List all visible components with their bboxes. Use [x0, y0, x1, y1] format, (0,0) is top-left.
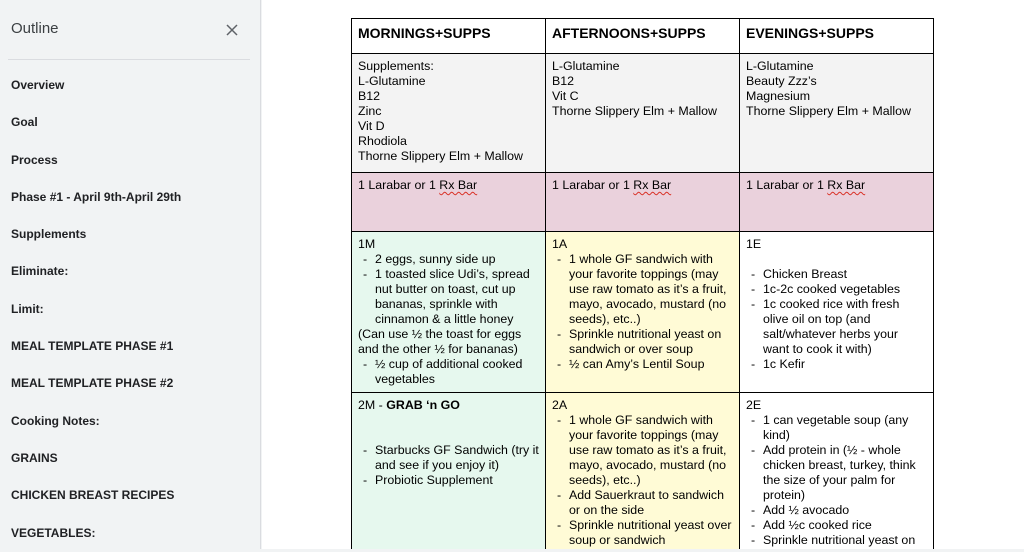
meal-list — [552, 252, 733, 372]
supp-line: Supplements: — [358, 59, 434, 73]
supp-line: Beauty Zzz’s — [746, 74, 817, 88]
meal-2m-cell[interactable] — [352, 393, 546, 550]
supp-line: Thorne Slippery Elm + Mallow — [358, 149, 523, 163]
supp-line: Magnesium — [746, 89, 811, 103]
meal-list — [552, 413, 733, 548]
afternoon-bar-cell[interactable] — [546, 173, 740, 232]
list-item: - Probiotic Supplement — [358, 473, 539, 488]
bar-prefix: 1 Larabar or 1 — [358, 178, 440, 192]
outline-sidebar — [0, 0, 261, 549]
list-item: - Add Sauerkraut to sandwich or on the side — [552, 488, 733, 518]
document-page[interactable] — [262, 0, 1024, 549]
meal-1-row — [352, 232, 934, 393]
outline-item-meal-template-phase-1[interactable]: MEAL TEMPLATE PHASE #1 — [11, 339, 174, 354]
outline-item-chicken-breast-recipes[interactable]: CHICKEN BREAST RECIPES — [11, 488, 175, 503]
header-afternoons[interactable]: AFTERNOONS+SUPPS — [546, 19, 740, 54]
outline-item-overview[interactable]: Overview — [11, 78, 65, 92]
outline-title: Outline — [11, 20, 59, 37]
supp-line: Thorne Slippery Elm + Mallow — [746, 104, 911, 118]
outline-item-cooking-notes[interactable]: Cooking Notes: — [11, 413, 100, 428]
table-header-row — [352, 19, 934, 54]
meal-label: 2A — [552, 398, 568, 412]
list-item: - 2 eggs, sunny side up — [358, 252, 539, 267]
supp-line: Rhodiola — [358, 134, 407, 148]
morning-bar-cell[interactable] — [352, 173, 546, 232]
list-item: - Add ½c cooked rice — [746, 518, 927, 533]
outline-item-eliminate[interactable]: Eliminate: — [11, 264, 69, 279]
meal-list — [358, 252, 539, 327]
meal-2-row — [352, 393, 934, 550]
supplements-row — [352, 54, 934, 173]
supp-line: Thorne Slippery Elm + Mallow — [552, 104, 717, 118]
list-item: - 1 whole GF sandwich with your favorite toppings (may use raw tomato as it’s a fruit, mayo, avocado, mustard (no seeds), etc..) — [552, 413, 733, 488]
snack-bar-row — [352, 173, 934, 232]
list-item: - Add protein in (½ - whole chicken breast, turkey, think the size of your palm for protein) — [746, 443, 927, 503]
supp-line: L-Glutamine — [552, 59, 620, 73]
outline-list — [0, 60, 261, 552]
list-item: - Chicken Breast — [746, 267, 927, 282]
outline-item-supplements[interactable]: Supplements — [11, 227, 87, 242]
meal-list — [358, 357, 539, 387]
outline-item-goal[interactable]: Goal — [11, 115, 38, 130]
supp-line: Vit D — [358, 119, 385, 133]
meal-2a-cell[interactable] — [546, 393, 740, 550]
list-item: - Sprinkle nutritional yeast on — [746, 533, 927, 548]
supp-line: Vit C — [552, 89, 579, 103]
meal-template-table[interactable] — [351, 18, 934, 549]
document-canvas[interactable] — [262, 0, 1024, 549]
list-item: - Starbucks GF Sandwich (try it and see if you enjoy it) — [358, 443, 539, 473]
list-item: - 1 toasted slice Udi’s, spread nut butter on toast, cut up bananas, sprinkle with cinnamon & a little honey — [358, 267, 539, 327]
outline-item-meal-template-phase-2[interactable]: MEAL TEMPLATE PHASE #2 — [11, 376, 174, 391]
outline-item-limit[interactable]: Limit: — [11, 301, 44, 316]
list-item: - 1c Kefir — [746, 357, 927, 372]
supp-line: L-Glutamine — [358, 74, 426, 88]
list-item: - 1c-2c cooked vegetables — [746, 282, 927, 297]
afternoon-supps-cell[interactable] — [546, 54, 740, 173]
supp-line: Zinc — [358, 104, 382, 118]
meal-1a-cell[interactable] — [546, 232, 740, 393]
meal-label: 1A — [552, 237, 568, 251]
bar-prefix: 1 Larabar or 1 — [552, 178, 634, 192]
list-item: - Add ½ avocado — [746, 503, 927, 518]
meal-label — [358, 398, 539, 413]
spellcheck-word[interactable]: Rx Bar — [827, 178, 866, 192]
meal-2e-cell[interactable] — [740, 393, 934, 550]
supp-line: B12 — [358, 89, 381, 103]
meal-note: (Can use ½ the toast for eggs and the other ½ for bananas) — [358, 327, 522, 356]
outline-item-grains[interactable]: GRAINS — [11, 450, 58, 465]
list-item: - 1c cooked rice with fresh olive oil on top (and salt/whatever herbs your want to cook it with) — [746, 297, 927, 357]
outline-item-phase-1[interactable]: Phase #1 - April 9th-April 29th — [11, 189, 182, 204]
list-item: - Sprinkle nutritional yeast on sandwich or over soup — [552, 327, 733, 357]
meal-list — [746, 267, 927, 372]
outline-item-process[interactable]: Process — [11, 152, 58, 167]
morning-supps-cell[interactable] — [352, 54, 546, 173]
header-mornings[interactable]: MORNINGS+SUPPS — [352, 19, 546, 54]
outline-item-vegetables[interactable]: VEGETABLES: — [11, 525, 96, 540]
close-icon[interactable] — [222, 20, 242, 40]
evening-bar-cell[interactable] — [740, 173, 934, 232]
bar-prefix: 1 Larabar or 1 — [746, 178, 828, 192]
meal-label-prefix: 2M - — [358, 398, 387, 412]
supp-line: L-Glutamine — [746, 59, 814, 73]
supp-line: B12 — [552, 74, 575, 88]
spellcheck-word[interactable]: Rx Bar — [439, 178, 478, 192]
outline-header — [0, 0, 261, 60]
spellcheck-word[interactable]: Rx Bar — [633, 178, 672, 192]
meal-label: 2E — [746, 398, 762, 412]
meal-label: 1E — [746, 237, 762, 251]
list-item: - ½ cup of additional cooked vegetables — [358, 357, 539, 387]
meal-label: 1M — [358, 237, 376, 251]
list-item: - 1 can vegetable soup (any kind) — [746, 413, 927, 443]
meal-1e-cell[interactable] — [740, 232, 934, 393]
meal-1m-cell[interactable] — [352, 232, 546, 393]
list-item: - 1 whole GF sandwich with your favorite toppings (may use raw tomato as it’s a fruit, mayo, avocado, mustard (no seeds), etc..) — [552, 252, 733, 327]
grab-n-go-label: GRAB ‘n GO — [386, 398, 460, 412]
list-item: - Sprinkle nutritional yeast over soup or sandwich — [552, 518, 733, 548]
evening-supps-cell[interactable] — [740, 54, 934, 173]
header-evenings[interactable]: EVENINGS+SUPPS — [740, 19, 934, 54]
list-item: - ½ can Amy’s Lentil Soup — [552, 357, 733, 372]
meal-list — [746, 413, 927, 548]
meal-list — [358, 443, 539, 488]
